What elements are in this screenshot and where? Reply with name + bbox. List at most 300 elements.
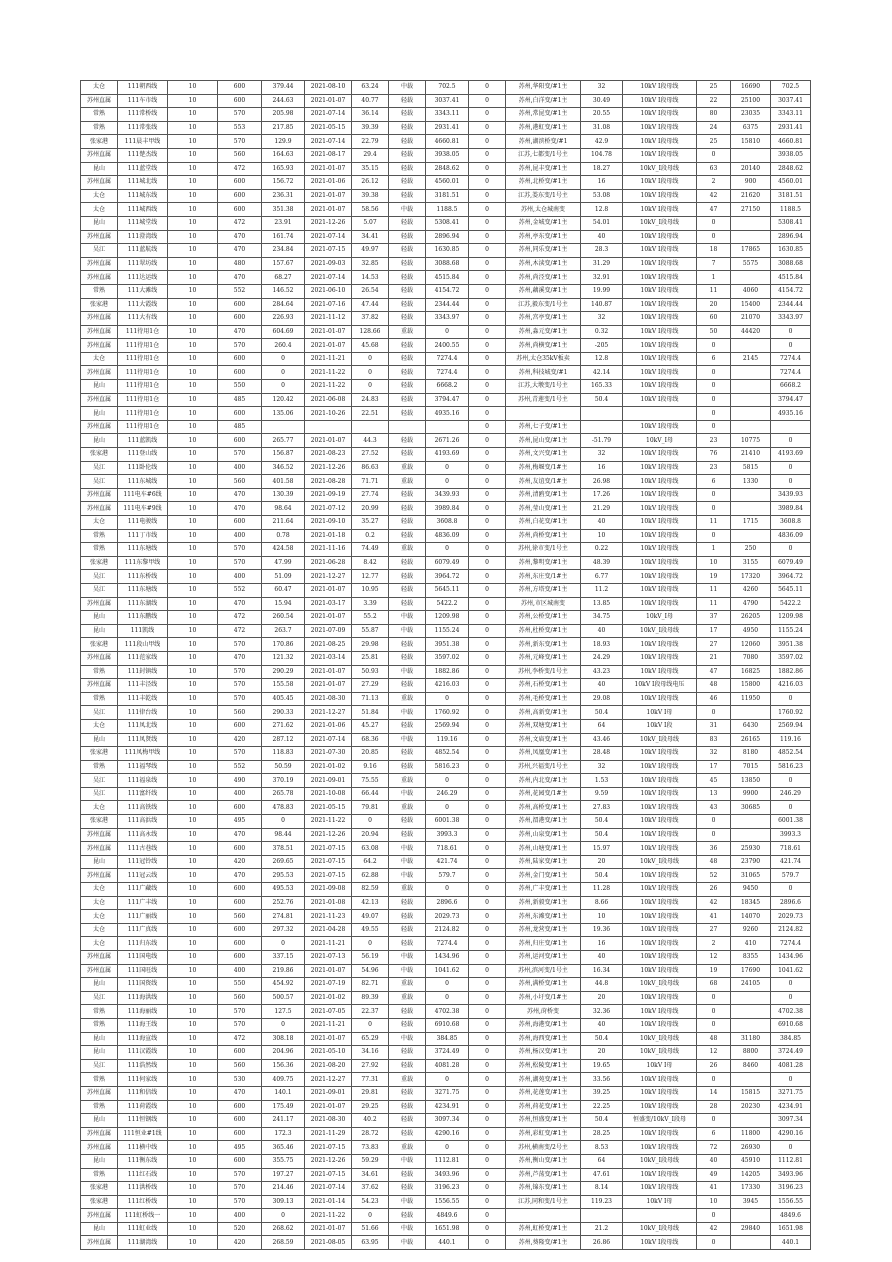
table-body (81, 81, 811, 1250)
cell-load-rate: 49.97 (352, 244, 389, 258)
cell-rated-current: 470 (218, 828, 262, 842)
cell-substation: 江苏,大墩变/1号主 (506, 380, 581, 394)
cell-rated-current: 470 (218, 869, 262, 883)
cell-rated-current: 600 (218, 896, 262, 910)
cell-rated-current: 550 (218, 380, 262, 394)
cell-count: 11 (697, 516, 731, 530)
cell-load-type: 中载 (389, 624, 426, 638)
cell-line-name: 111大有线 (118, 312, 168, 326)
cell-region: 常熟 (81, 1005, 118, 1019)
cell-substation: 苏州,太仓35kV板卖 (506, 352, 581, 366)
cell-busbar: 10kV Ⅰ段母线 (623, 638, 697, 652)
cell-line-name: 111海王线 (118, 1018, 168, 1032)
cell-note: 0 (469, 855, 506, 869)
cell-capacity (731, 706, 771, 720)
cell-voltage: 10 (168, 828, 218, 842)
cell-region: 吴江 (81, 991, 118, 1005)
cell-busbar: 10kV Ⅰ段母线 (623, 230, 697, 244)
cell-energy: 5422.2 (426, 597, 469, 611)
cell-count: 0 (697, 366, 731, 380)
cell-rated-current: 600 (218, 1127, 262, 1141)
cell-load-rate: 54.96 (352, 964, 389, 978)
cell-total: 6668.2 (771, 380, 811, 394)
cell-busbar: 10kV Ⅰ段 (623, 719, 697, 733)
cell-region: 常熟 (81, 1100, 118, 1114)
table-row (81, 801, 811, 815)
cell-capacity: 27150 (731, 203, 771, 217)
cell-voltage: 10 (168, 94, 218, 108)
cell-load-type: 重载 (389, 774, 426, 788)
cell-busbar: 10kV Ⅰ段母线 (623, 1005, 697, 1019)
table-row (81, 325, 811, 339)
cell-region: 太仓 (81, 910, 118, 924)
cell-region: 太仓 (81, 896, 118, 910)
cell-substation: 苏州,李桥变/1号主 (506, 665, 581, 679)
cell-power: 50.4 (581, 393, 623, 407)
cell-busbar: 10kV Ⅰ段母线 (623, 937, 697, 951)
cell-region: 昆山 (81, 733, 118, 747)
cell-rated-current: 400 (218, 787, 262, 801)
cell-capacity: 2145 (731, 352, 771, 366)
cell-power: 43.23 (581, 665, 623, 679)
cell-rated-current: 600 (218, 842, 262, 856)
cell-substation: 苏州,尚横变/#1主 (506, 339, 581, 353)
cell-energy: 2896.94 (426, 230, 469, 244)
table-row (81, 1182, 811, 1196)
cell-rated-current: 600 (218, 312, 262, 326)
cell-total (771, 420, 811, 434)
cell-line-name: 111楚杰线 (118, 148, 168, 162)
cell-power: 19.99 (581, 284, 623, 298)
cell-rated-current: 553 (218, 121, 262, 135)
cell-rated-current: 570 (218, 638, 262, 652)
cell-substation: 苏州,湖苑变/#1主 (506, 1073, 581, 1087)
cell-power: 165.33 (581, 380, 623, 394)
cell-energy: 1651.98 (426, 1222, 469, 1236)
cell-energy: 0 (426, 978, 469, 992)
cell-substation: 苏州,新东变/#1主 (506, 638, 581, 652)
cell-busbar: 10kV Ⅰ段母线 (623, 461, 697, 475)
cell-load-rate: 5.07 (352, 216, 389, 230)
cell-voltage: 10 (168, 869, 218, 883)
cell-busbar: 10kV Ⅰ段母线 (623, 1073, 697, 1087)
cell-substation: 苏州,横南变/2号主 (506, 1141, 581, 1155)
cell-load-type: 轻载 (389, 556, 426, 570)
cell-count: 0 (697, 339, 731, 353)
cell-substation: 苏州,葵隆变/#1主 (506, 1236, 581, 1250)
cell-note: 0 (469, 135, 506, 149)
cell-load-type: 轻载 (389, 516, 426, 530)
cell-count: 31 (697, 719, 731, 733)
cell-load-type: 轻载 (389, 257, 426, 271)
cell-capacity: 17320 (731, 570, 771, 584)
cell-busbar: 10kV Ⅰ段母线 (623, 869, 697, 883)
cell-energy: 3343.97 (426, 312, 469, 326)
cell-substation: 苏州,同乐变/#1主 (506, 244, 581, 258)
cell-max-current: 263.7 (262, 624, 305, 638)
cell-note: 0 (469, 352, 506, 366)
table-row (81, 244, 811, 258)
cell-capacity: 9260 (731, 923, 771, 937)
cell-line-name: 111待用1仓 (118, 393, 168, 407)
cell-capacity: 21410 (731, 448, 771, 462)
cell-max-current: 252.76 (262, 896, 305, 910)
cell-load-type: 重载 (389, 978, 426, 992)
cell-count: 0 (697, 991, 731, 1005)
cell-line-name: 111蓝凯线 (118, 434, 168, 448)
cell-energy: 440.1 (426, 1236, 469, 1250)
cell-date: 2021-09-01 (305, 774, 352, 788)
cell-rated-current: 495 (218, 1141, 262, 1155)
cell-total: 0 (771, 774, 811, 788)
cell-load-rate: 55.87 (352, 624, 389, 638)
cell-rated-current: 570 (218, 1195, 262, 1209)
cell-line-name: 111国旺线 (118, 964, 168, 978)
cell-region: 太仓 (81, 516, 118, 530)
cell-max-current: 130.39 (262, 488, 305, 502)
cell-total: 421.74 (771, 855, 811, 869)
cell-energy: 3964.72 (426, 570, 469, 584)
cell-note: 0 (469, 81, 506, 95)
cell-load-type: 轻载 (389, 502, 426, 516)
cell-note: 0 (469, 543, 506, 557)
cell-busbar: 10kV Ⅰ段母线 (623, 325, 697, 339)
cell-date: 2021-11-21 (305, 352, 352, 366)
cell-rated-current: 570 (218, 1005, 262, 1019)
cell-power: 31.29 (581, 257, 623, 271)
cell-max-current: 271.62 (262, 719, 305, 733)
cell-count: 0 (697, 407, 731, 421)
cell-count: 11 (697, 597, 731, 611)
cell-max-current: 308.18 (262, 1032, 305, 1046)
cell-note: 0 (469, 787, 506, 801)
cell-rated-current: 495 (218, 815, 262, 829)
cell-rated-current: 600 (218, 203, 262, 217)
table-row (81, 883, 811, 897)
cell-rated-current: 600 (218, 516, 262, 530)
cell-energy: 384.85 (426, 1032, 469, 1046)
cell-max-current: 60.47 (262, 583, 305, 597)
cell-load-rate: 27.29 (352, 679, 389, 693)
table-row (81, 583, 811, 597)
cell-energy: 4193.69 (426, 448, 469, 462)
cell-busbar: 10kV Ⅰ段母线 (623, 556, 697, 570)
cell-date: 2021-08-17 (305, 148, 352, 162)
cell-load-rate: 22.37 (352, 1005, 389, 1019)
cell-power: 16 (581, 937, 623, 951)
cell-region: 苏州直属 (81, 339, 118, 353)
cell-power: 1.53 (581, 774, 623, 788)
cell-region: 常熟 (81, 543, 118, 557)
cell-note: 0 (469, 706, 506, 720)
cell-capacity: 14070 (731, 910, 771, 924)
cell-region: 常熟 (81, 1073, 118, 1087)
cell-load-type: 轻载 (389, 1127, 426, 1141)
cell-max-current: 260.54 (262, 611, 305, 625)
cell-note: 0 (469, 1018, 506, 1032)
cell-capacity: 16825 (731, 665, 771, 679)
cell-max-current: 205.98 (262, 108, 305, 122)
cell-substation: 苏州,亭东变/#1主 (506, 230, 581, 244)
cell-capacity: 17690 (731, 964, 771, 978)
cell-date: 2021-11-22 (305, 380, 352, 394)
cell-total: 0 (771, 461, 811, 475)
cell-line-name: 111虹业线 (118, 1222, 168, 1236)
cell-note: 0 (469, 624, 506, 638)
cell-busbar: 10kV_Ⅰ段母线 (623, 1046, 697, 1060)
cell-date: 2021-07-30 (305, 747, 352, 761)
cell-energy: 2029.73 (426, 910, 469, 924)
cell-voltage: 10 (168, 543, 218, 557)
cell-line-name: 111红桥线 (118, 1195, 168, 1209)
cell-count: 10 (697, 556, 731, 570)
cell-line-name: 111红石线 (118, 1168, 168, 1182)
cell-energy: 3196.23 (426, 1182, 469, 1196)
cell-max-current: 0 (262, 352, 305, 366)
table-row (81, 1168, 811, 1182)
cell-date: 2021-01-07 (305, 189, 352, 203)
cell-substation: 苏州,宫亭变/#1主 (506, 312, 581, 326)
cell-note: 0 (469, 801, 506, 815)
cell-capacity (731, 991, 771, 1005)
cell-date: 2021-04-28 (305, 923, 352, 937)
cell-load-type: 轻载 (389, 923, 426, 937)
cell-substation: 苏州,广丰变/#1主 (506, 883, 581, 897)
cell-max-current: 401.58 (262, 475, 305, 489)
table-row (81, 1114, 811, 1128)
cell-rated-current: 480 (218, 257, 262, 271)
cell-energy: 0 (426, 325, 469, 339)
table-row (81, 1005, 811, 1019)
cell-capacity (731, 420, 771, 434)
cell-date: 2021-11-29 (305, 1127, 352, 1141)
cell-voltage: 10 (168, 121, 218, 135)
cell-count: 26 (697, 883, 731, 897)
cell-note: 0 (469, 203, 506, 217)
cell-region: 常熟 (81, 121, 118, 135)
cell-max-current: 260.4 (262, 339, 305, 353)
cell-rated-current: 570 (218, 543, 262, 557)
table-row (81, 407, 811, 421)
cell-energy: 5816.23 (426, 760, 469, 774)
cell-line-name: 111富纤线 (118, 787, 168, 801)
cell-count: 21 (697, 651, 731, 665)
table-row (81, 475, 811, 489)
cell-rated-current: 485 (218, 420, 262, 434)
cell-load-rate: 26.12 (352, 176, 389, 190)
cell-count: 0 (697, 380, 731, 394)
cell-max-current: 165.93 (262, 162, 305, 176)
cell-load-type: 轻载 (389, 312, 426, 326)
cell-total: 3088.68 (771, 257, 811, 271)
cell-max-current: 121.32 (262, 651, 305, 665)
table-row (81, 706, 811, 720)
cell-date: 2021-01-07 (305, 203, 352, 217)
cell-date: 2021-07-12 (305, 502, 352, 516)
cell-voltage: 10 (168, 665, 218, 679)
cell-voltage: 10 (168, 1209, 218, 1223)
cell-load-rate: 66.44 (352, 787, 389, 801)
cell-note: 0 (469, 923, 506, 937)
cell-power: 40 (581, 516, 623, 530)
cell-count: 23 (697, 434, 731, 448)
cell-power: 32.91 (581, 271, 623, 285)
cell-substation: 苏州,港虹变/#1主 (506, 121, 581, 135)
cell-load-rate: 42.13 (352, 896, 389, 910)
table-row (81, 570, 811, 584)
cell-date: 2021-07-19 (305, 978, 352, 992)
cell-busbar: 10kV Ⅰ段母线 (623, 583, 697, 597)
cell-load-type: 中载 (389, 1195, 426, 1209)
cell-busbar: 10kV Ⅰ段母线 (623, 787, 697, 801)
cell-total: 4702.38 (771, 1005, 811, 1019)
cell-region: 吴江 (81, 461, 118, 475)
cell-voltage: 10 (168, 516, 218, 530)
cell-count: 0 (697, 1209, 731, 1223)
cell-total: 0 (771, 883, 811, 897)
cell-note: 0 (469, 420, 506, 434)
cell-region: 常熟 (81, 529, 118, 543)
cell-voltage: 10 (168, 529, 218, 543)
cell-count: 52 (697, 869, 731, 883)
table-row (81, 298, 811, 312)
table-row (81, 1059, 811, 1073)
cell-substation: 苏州,恒盛变/#1主 (506, 1114, 581, 1128)
cell-max-current: 268.59 (262, 1236, 305, 1250)
cell-busbar: 10kV_Ⅰ母 (623, 434, 697, 448)
cell-substation: 苏州,文庙变/#1主 (506, 733, 581, 747)
table-row (81, 611, 811, 625)
cell-busbar: 10kV_Ⅰ段母线 (623, 1032, 697, 1046)
cell-busbar: 10kV Ⅰ段母线 (623, 951, 697, 965)
cell-region: 昆山 (81, 1046, 118, 1060)
cell-line-name: 111待用1仓 (118, 352, 168, 366)
cell-power: 10 (581, 529, 623, 543)
cell-line-name: 111湖湾线 (118, 1236, 168, 1250)
cell-capacity: 8800 (731, 1046, 771, 1060)
cell-load-rate: 29.4 (352, 148, 389, 162)
cell-count: 42 (697, 189, 731, 203)
cell-busbar: 10kV Ⅰ段母线 (623, 380, 697, 394)
cell-count: 23 (697, 461, 731, 475)
cell-date: 2021-08-25 (305, 638, 352, 652)
cell-busbar: 10kV Ⅰ段母线 (623, 1018, 697, 1032)
cell-line-name: 111恒钢线 (118, 1114, 168, 1128)
cell-busbar: 10kV Ⅰ段母线 (623, 475, 697, 489)
cell-voltage: 10 (168, 923, 218, 937)
cell-capacity: 23035 (731, 108, 771, 122)
table-row (81, 1046, 811, 1060)
cell-load-type: 轻载 (389, 1114, 426, 1128)
cell-line-name: 111丁市线 (118, 529, 168, 543)
cell-total: 4515.84 (771, 271, 811, 285)
cell-load-type: 轻载 (389, 651, 426, 665)
cell-busbar: 10kV Ⅰ段母线 (623, 312, 697, 326)
cell-rated-current: 570 (218, 135, 262, 149)
cell-total: 3181.51 (771, 189, 811, 203)
cell-load-rate: 37.82 (352, 312, 389, 326)
cell-note: 0 (469, 869, 506, 883)
cell-total: 246.29 (771, 787, 811, 801)
cell-voltage: 10 (168, 815, 218, 829)
cell-note: 0 (469, 434, 506, 448)
cell-voltage: 10 (168, 1222, 218, 1236)
cell-energy: 4216.03 (426, 679, 469, 693)
cell-max-current: 170.86 (262, 638, 305, 652)
cell-max-current: 155.58 (262, 679, 305, 693)
cell-date: 2021-07-16 (305, 298, 352, 312)
cell-max-current: 68.27 (262, 271, 305, 285)
table-row (81, 733, 811, 747)
cell-capacity: 4950 (731, 624, 771, 638)
cell-capacity (731, 1236, 771, 1250)
cell-region: 昆山 (81, 1032, 118, 1046)
cell-line-name: 111汉霞线 (118, 1046, 168, 1060)
cell-total: 4560.01 (771, 176, 811, 190)
cell-region: 太仓 (81, 203, 118, 217)
cell-rated-current: 470 (218, 502, 262, 516)
cell-region: 太仓 (81, 937, 118, 951)
cell-power: 64 (581, 1154, 623, 1168)
cell-date: 2021-08-30 (305, 1114, 352, 1128)
cell-substation: 苏州,山塘变/#1主 (506, 842, 581, 856)
table-row (81, 189, 811, 203)
cell-load-rate: 32.85 (352, 257, 389, 271)
cell-line-name: 111洪桥线 (118, 1182, 168, 1196)
cell-total: 6910.68 (771, 1018, 811, 1032)
cell-power: 50.4 (581, 1114, 623, 1128)
cell-count: 45 (697, 774, 731, 788)
cell-date: 2021-12-27 (305, 570, 352, 584)
cell-total: 0 (771, 978, 811, 992)
cell-line-name: 111广丰线 (118, 896, 168, 910)
cell-count: 0 (697, 1073, 731, 1087)
cell-load-rate: 63.95 (352, 1236, 389, 1250)
cell-date: 2021-12-26 (305, 461, 352, 475)
cell-voltage: 10 (168, 978, 218, 992)
cell-count: 10 (697, 1195, 731, 1209)
cell-substation: 苏州,金城变/#1主 (506, 216, 581, 230)
cell-count: 19 (697, 570, 731, 584)
cell-line-name: 111封镇线 (118, 665, 168, 679)
cell-load-rate: 10.95 (352, 583, 389, 597)
cell-busbar: 10kV Ⅰ段母线 (623, 1086, 697, 1100)
cell-count: 27 (697, 638, 731, 652)
cell-load-rate: 34.16 (352, 1046, 389, 1060)
cell-count: 63 (697, 162, 731, 176)
cell-load-type: 轻载 (389, 1005, 426, 1019)
cell-substation: 苏州,芦荡变/#1主 (506, 1168, 581, 1182)
cell-power: 11.2 (581, 583, 623, 597)
cell-power: 40 (581, 230, 623, 244)
cell-busbar: 10kV Ⅰ段母线 (623, 420, 697, 434)
cell-capacity: 18345 (731, 896, 771, 910)
cell-date: 2021-01-06 (305, 176, 352, 190)
cell-energy: 3037.41 (426, 94, 469, 108)
cell-line-name: 111丰乾线 (118, 692, 168, 706)
cell-power (581, 407, 623, 421)
cell-voltage: 10 (168, 679, 218, 693)
cell-substation: 苏州,虹桥变/#1主 (506, 1222, 581, 1236)
cell-load-rate: 58.56 (352, 203, 389, 217)
cell-capacity: 25100 (731, 94, 771, 108)
cell-load-type: 轻载 (389, 448, 426, 462)
cell-capacity (731, 380, 771, 394)
cell-energy: 0 (426, 692, 469, 706)
cell-note: 0 (469, 366, 506, 380)
cell-total: 4154.72 (771, 284, 811, 298)
cell-max-current: 15.94 (262, 597, 305, 611)
